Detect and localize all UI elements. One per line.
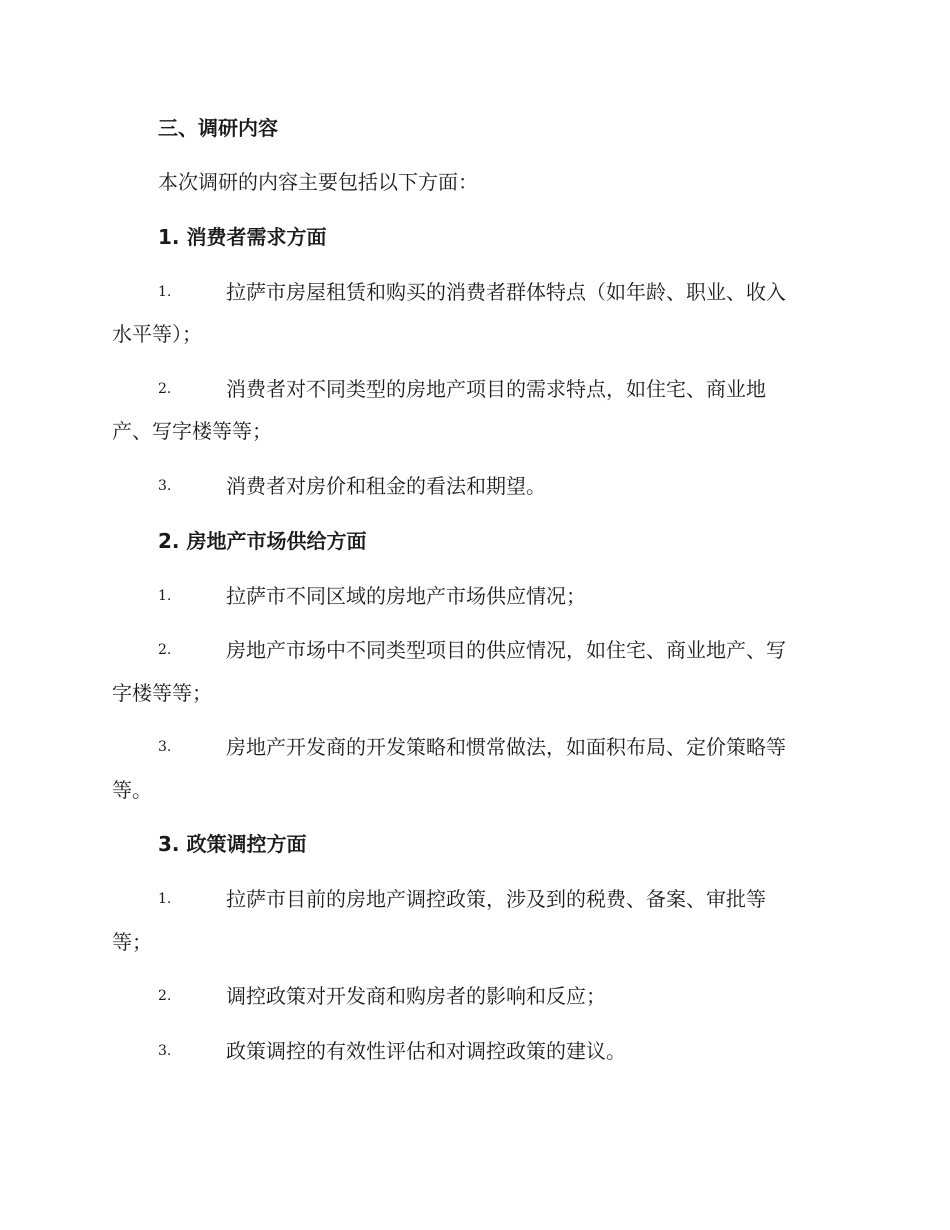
list-item-text: 消费者对房价和租金的看法和期望。 — [226, 474, 546, 498]
list-item-text: 房地产开发商的开发策略和惯常做法，如面积布局、定价策略等 — [226, 735, 786, 759]
list-item-number: 1. — [158, 284, 172, 300]
intro-paragraph: 本次调研的内容主要包括以下方面： — [158, 170, 478, 194]
subsection-title-consumer-demand: 1. 消费者需求方面 — [158, 225, 327, 249]
list-item-text-continued: 字楼等等； — [112, 681, 212, 705]
list-item-text-continued: 等。 — [112, 778, 152, 802]
list-item-number: 2. — [158, 988, 172, 1004]
list-item-text: 调控政策对开发商和购房者的影响和反应； — [226, 984, 606, 1008]
list-item-number: 3. — [158, 478, 172, 494]
list-item-number: 1. — [158, 891, 172, 907]
list-item-text: 拉萨市房屋租赁和购买的消费者群体特点（如年龄、职业、收入 — [226, 280, 786, 304]
list-item-text: 政策调控的有效性评估和对调控政策的建议。 — [226, 1039, 626, 1063]
subsection-title-market-supply: 2. 房地产市场供给方面 — [158, 529, 367, 553]
list-item-text-continued: 水平等）； — [112, 322, 202, 346]
subsection-title-policy-control: 3. 政策调控方面 — [158, 832, 307, 856]
list-item-number: 3. — [158, 739, 172, 755]
list-item-number: 2. — [158, 381, 172, 397]
list-item-text-continued: 等； — [112, 930, 152, 954]
list-item-number: 1. — [158, 588, 172, 604]
list-item-text: 拉萨市目前的房地产调控政策，涉及到的税费、备案、审批等 — [226, 887, 766, 911]
list-item-text: 拉萨市不同区域的房地产市场供应情况； — [226, 584, 586, 608]
list-item-text: 房地产市场中不同类型项目的供应情况，如住宅、商业地产、写 — [226, 638, 786, 662]
section-heading: 三、调研内容 — [158, 116, 278, 140]
list-item-text: 消费者对不同类型的房地产项目的需求特点，如住宅、商业地 — [226, 377, 766, 401]
list-item-number: 2. — [158, 642, 172, 658]
list-item-text-continued: 产、写字楼等等； — [112, 419, 272, 443]
list-item-number: 3. — [158, 1043, 172, 1059]
